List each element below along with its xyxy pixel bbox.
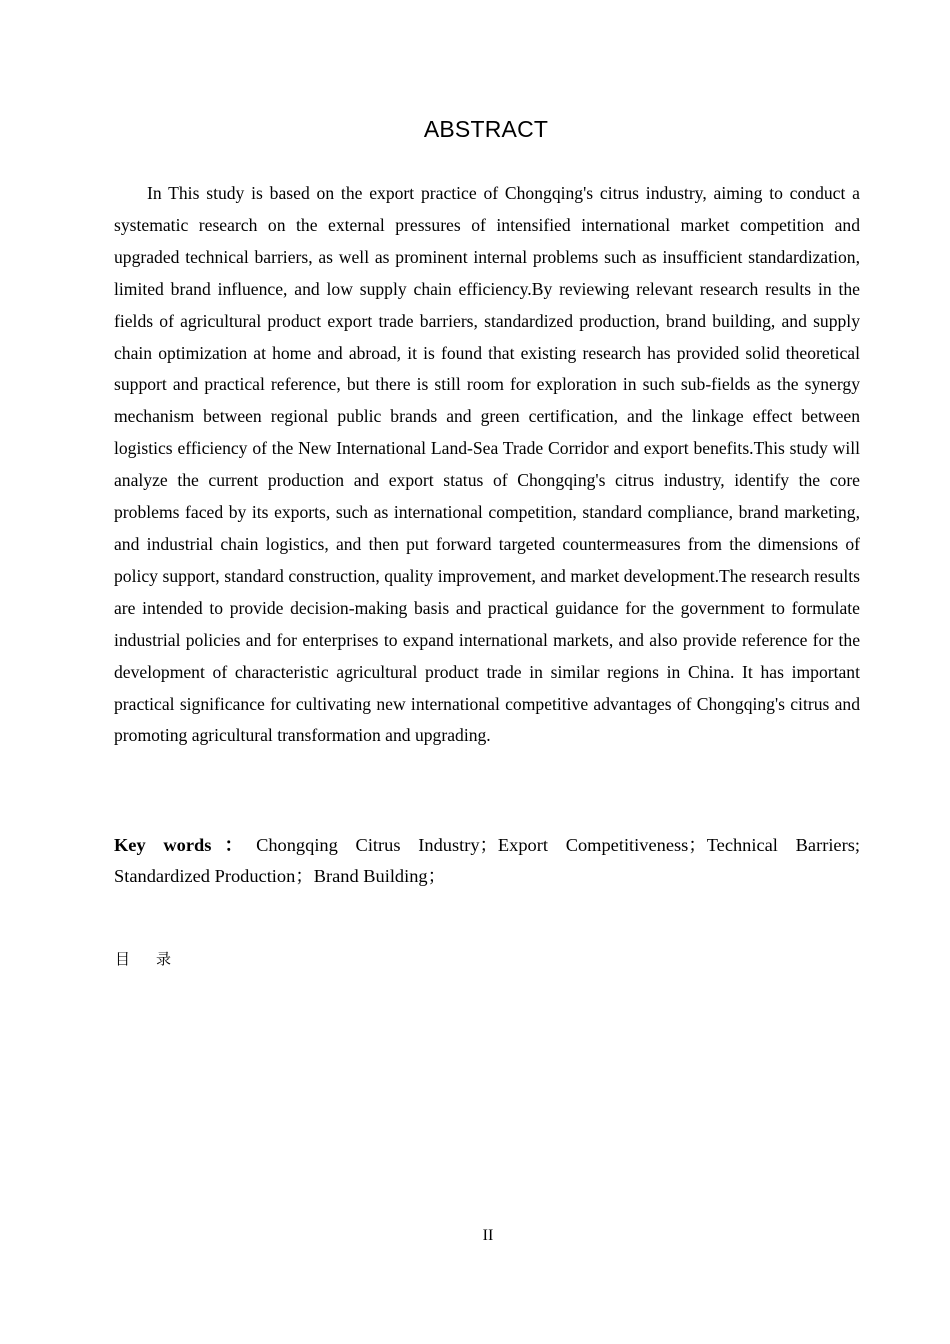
abstract-heading: ABSTRACT [423, 116, 549, 142]
abstract-body: In This study is based on the export practice of Chongqing's citrus industry, aiming to conduct a systematic research on the external pressures of intensified international market competition and upgraded technical barriers, as well as prominent internal problems such as insufficient standardization, limited brand influence, and low supply chain efficiency.By reviewing relevant research results in the fields of agricultural product export trade barriers, standardized production, brand building, and supply chain optimization at home and abroad, it is found that existing research has provided solid theoretical support and practical reference, but there is still room for exploration in such sub-fields as the synergy mechanism between regional public brands and green certification, and the linkage effect between logistics efficiency of the New International Land-Sea Trade Corridor and export benefits.This study will analyze the current production and export status of Chongqing's citrus industry, identify the core problems faced by its exports, such as international competition, standard compliance, brand marketing, and industrial chain logistics, and then put forward targeted countermeasures from the dimensions of policy support, standard construction, quality improvement, and market development.The research results are intended to provide decision-making basis and practical guidance for the government to formulate industrial policies and for enterprises to expand international markets, and also provide reference for the development of characteristic agricultural product trade in similar regions in China. It has important practical significance for cultivating new international competitive advantages of Chongqing's citrus and promoting agricultural transformation and upgrading. [114, 183, 860, 746]
keywords-list: Chongqing Citrus Industry；Export Competitiveness；Technical Barriers; Standardized Production；Brand Building； [114, 835, 860, 886]
keywords-label: Key words： [114, 835, 257, 855]
keywords-paragraph [114, 830, 860, 892]
page-number: II [482, 1227, 494, 1244]
table-of-contents-heading: 目录 [115, 950, 198, 968]
